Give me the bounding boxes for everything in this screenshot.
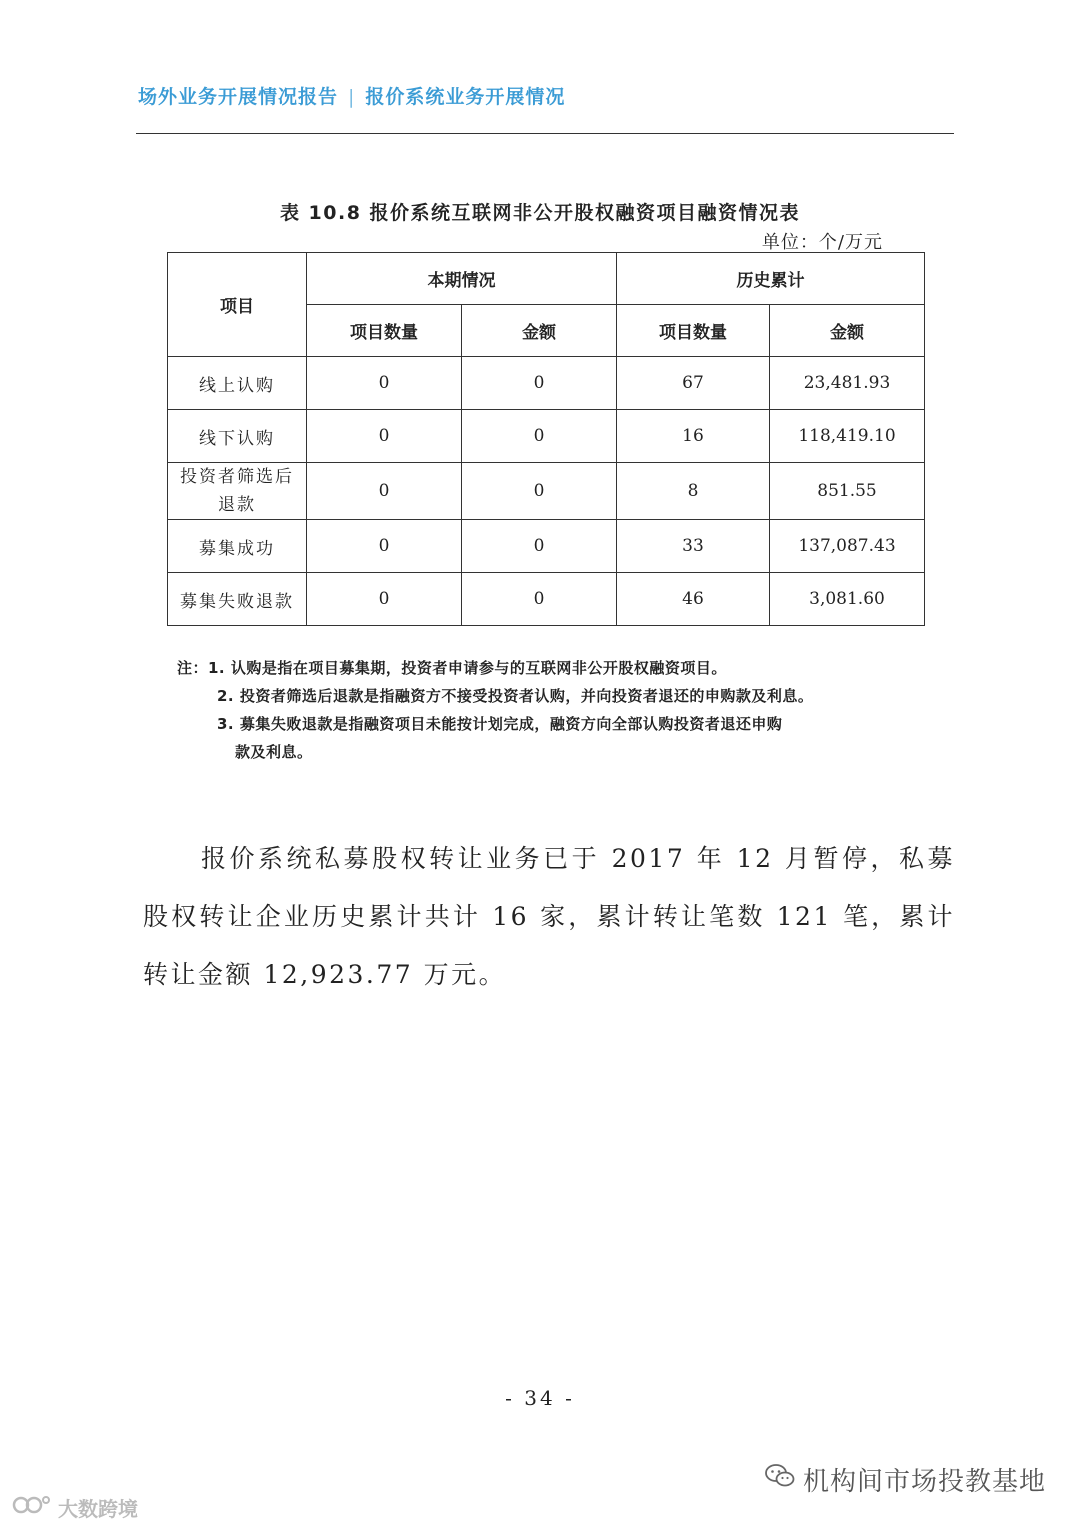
brand-logo-icon [12,1494,52,1521]
cell-history-amount: 118,419.10 [770,410,925,463]
watermark-right-text: 机构间市场投教基地 [802,1467,1046,1497]
cell-current-count: 0 [307,357,462,410]
row-label: 募集失败退款 [168,573,307,626]
header-separator: | [348,86,356,108]
watermark-right [765,1461,1046,1498]
cell-current-count: 0 [307,410,462,463]
row-label: 线上认购 [168,357,307,410]
table-row [168,463,925,520]
cell-current-amount: 0 [462,520,617,573]
table-row [168,573,925,626]
header-rule [136,133,954,134]
cell-current-count: 0 [307,463,462,520]
cell-history-count: 33 [617,520,770,573]
header-section-title: 报价系统业务开展情况 [365,86,566,108]
cell-history-amount: 3,081.60 [770,573,925,626]
cell-history-amount: 23,481.93 [770,357,925,410]
cell-current-amount: 0 [462,573,617,626]
sub-header-current-count: 项目数量 [307,305,462,357]
cell-history-count: 8 [617,463,770,520]
cell-history-amount: 851.55 [770,463,925,520]
note-3: 3. 募集失败退款是指融资项目未能按计划完成，融资方向全部认购投资者退还申购 [217,715,783,733]
table-unit: 单位：个/万元 [761,232,883,253]
group-header-history: 历史累计 [617,253,925,305]
body-paragraph: 报价系统私募股权转让业务已于 2017 年 12 月暂停，私募股权转让企业历史累计共计 16 家，累计转让笔数 121 笔，累计转让金额 12,923.77 万元。 [143,844,955,989]
watermark-left-text: 大数跨境 [58,1497,138,1521]
page-number: - 34 - [505,1386,575,1410]
table-title: 表 10.8 报价系统互联网非公开股权融资项目融资情况表 [279,202,801,224]
table-notes [177,654,937,766]
financing-table [167,252,925,626]
row-label: 募集成功 [168,520,307,573]
row-label: 线下认购 [168,410,307,463]
cell-current-amount: 0 [462,410,617,463]
group-header-current: 本期情况 [307,253,617,305]
col-header-item: 项目 [168,253,307,357]
row-label: 投资者筛选后退款 [168,463,307,520]
header-report-title: 场外业务开展情况报告 [138,86,339,108]
sub-header-history-count: 项目数量 [617,305,770,357]
note-2: 2. 投资者筛选后退款是指融资方不接受投资者认购，并向投资者退还的申购款及利息。 [217,687,814,705]
watermark-left [12,1493,138,1522]
sub-header-history-amount: 金额 [770,305,925,357]
cell-current-amount: 0 [462,357,617,410]
wechat-icon [765,1463,795,1496]
table-row [168,410,925,463]
note-3-continued: 款及利息。 [235,743,313,761]
cell-current-count: 0 [307,520,462,573]
sub-header-current-amount: 金额 [462,305,617,357]
cell-history-count: 67 [617,357,770,410]
running-header [138,82,565,109]
cell-current-count: 0 [307,573,462,626]
table-row [168,357,925,410]
cell-history-count: 46 [617,573,770,626]
table-row [168,520,925,573]
cell-history-amount: 137,087.43 [770,520,925,573]
note-1: 注：1. 认购是指在项目募集期，投资者申请参与的互联网非公开股权融资项目。 [177,659,727,677]
cell-history-count: 16 [617,410,770,463]
cell-current-amount: 0 [462,463,617,520]
